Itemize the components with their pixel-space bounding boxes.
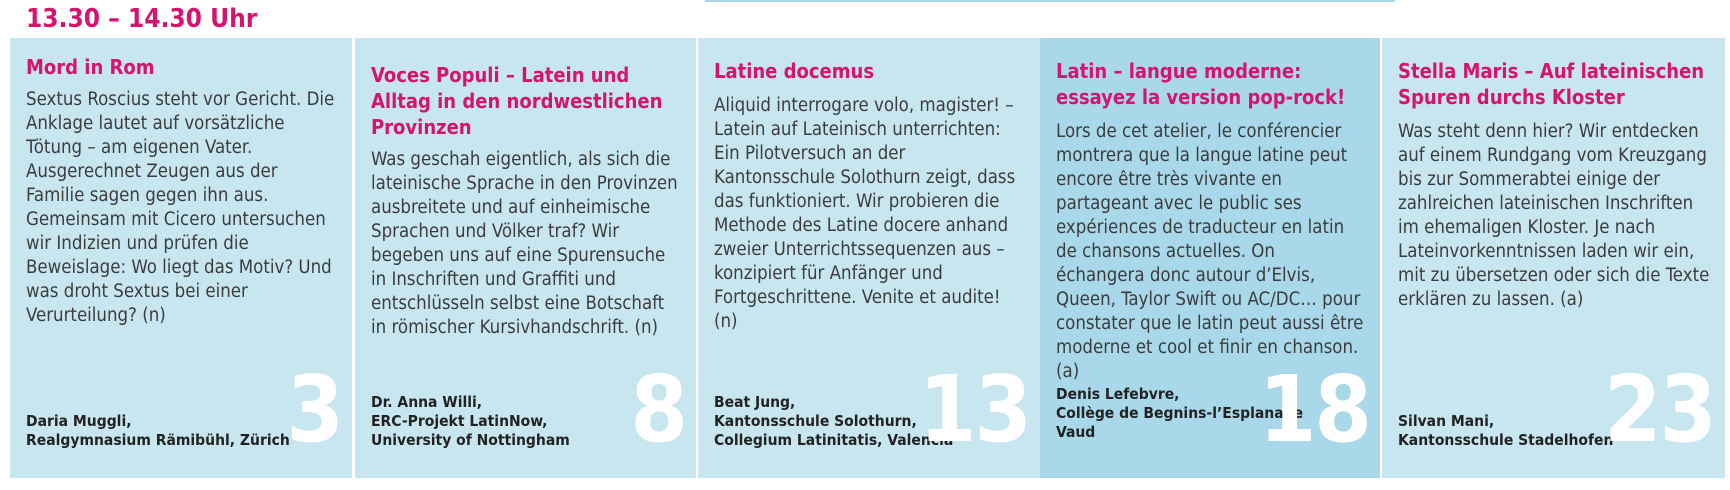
- speaker-line: Collegium Latinitatis, Valencia: [714, 431, 954, 449]
- session-description: Sextus Roscius steht vor Gericht. Die Anklage lautet auf vorsätzliche Tötung – am eigenen Vater. Ausgerechnet Zeugen aus der Familie sagen gegen ihn aus. Gemeinsam mit Cicero untersuchen wir Indizien und prüfen die Beweislage: Wo liegt das Motiv? Und was droht Sextus bei einer Verurteilung? (n): [26, 89, 335, 326]
- session-card-3: [10, 38, 352, 478]
- session-card-18: [1040, 38, 1380, 478]
- session-description: Aliquid interrogare volo, magister! – Latein auf Lateinisch unterrichten: Ein Pilotversuch an der Kantonsschule Solothurn zeigt, dass das funktioniert. Wir probieren die Methode des Latine docere anhand zweier Unterrichtssequenzen aus – konzipiert für Anfänger und Fortgeschrittene. Venite et audite! (n): [714, 95, 1016, 332]
- session-card-8: [355, 38, 696, 478]
- speaker-line: Dr. Anna Willi,: [371, 393, 483, 411]
- session-title: Mord in Rom: [26, 55, 155, 79]
- session-card-13: [698, 38, 1040, 478]
- session-title: Latin – langue moderne: essayez la version pop-rock!: [1056, 59, 1346, 109]
- speaker-line: ERC-Projekt LatinNow,: [371, 412, 548, 430]
- session-number: 3: [286, 356, 342, 463]
- speaker-line: Collège de Begnins-l’Esplanade: [1056, 404, 1304, 422]
- speaker-line: Denis Lefebvre,: [1056, 385, 1180, 403]
- session-title: Stella Maris – Auf lateinischen Spuren durchs Kloster: [1398, 59, 1705, 109]
- session-speaker: [714, 393, 953, 450]
- speaker-line: Kantonsschule Stadelhofen: [1398, 431, 1614, 449]
- session-number: 18: [1258, 356, 1370, 463]
- speaker-line: Daria Muggli,: [26, 412, 132, 430]
- session-title: Latine docemus: [714, 59, 875, 83]
- session-title: Voces Populi – Latein und Alltag in den nordwestlichen Provinzen: [371, 63, 663, 139]
- speaker-line: Beat Jung,: [714, 393, 796, 411]
- time-slot-heading: 13.30 – 14.30 Uhr: [26, 4, 258, 34]
- speaker-line: Kantonsschule Solothurn,: [714, 412, 917, 430]
- session-number: 23: [1603, 356, 1715, 463]
- speaker-line: University of Nottingham: [371, 431, 570, 449]
- speaker-line: Vaud: [1056, 423, 1096, 441]
- session-description: Was steht denn hier? Wir entdecken auf einem Rundgang vom Kreuzgang bis zur Sommerabtei einige der zahlreichen lateinischen Inschriften im ehemaligen Kloster. Je nach Lateinvorkenntnissen laden wir ein, mit zu übersetzen oder sich die Texte erklären zu lassen. (a): [1398, 121, 1710, 310]
- session-description: Lors de cet atelier, le conférencier montrera que la langue latine peut encore être très vivante en partageant avec le public ses expériences de traducteur en latin de chansons actuelles. On échangera donc autour d’Elvis, Queen, Taylor Swift ou AC/DC… pour constater que le latin peut aussi être moderne et cool et finir en chanson. (a): [1056, 121, 1364, 382]
- speaker-line: Silvan Mani,: [1398, 412, 1495, 430]
- session-card-23: [1382, 38, 1725, 478]
- speaker-line: Realgymnasium Rämibühl, Zürich: [26, 431, 290, 449]
- session-speaker: [1398, 412, 1613, 450]
- top-decor-strip: [705, 0, 1395, 2]
- session-number: 8: [630, 356, 686, 463]
- session-number: 13: [918, 356, 1030, 463]
- session-speaker: [26, 412, 290, 450]
- session-description: Was geschah eigentlich, als sich die lateinische Sprache in den Provinzen ausbreitete und auf einheimische Sprachen und Völker traf? Wir begeben uns auf eine Spurensuche in Inschriften und Graffiti und entschlüsseln selbst eine Botschaft in römischer Kursivhandschrift. (n): [371, 149, 678, 338]
- session-speaker: [371, 393, 570, 450]
